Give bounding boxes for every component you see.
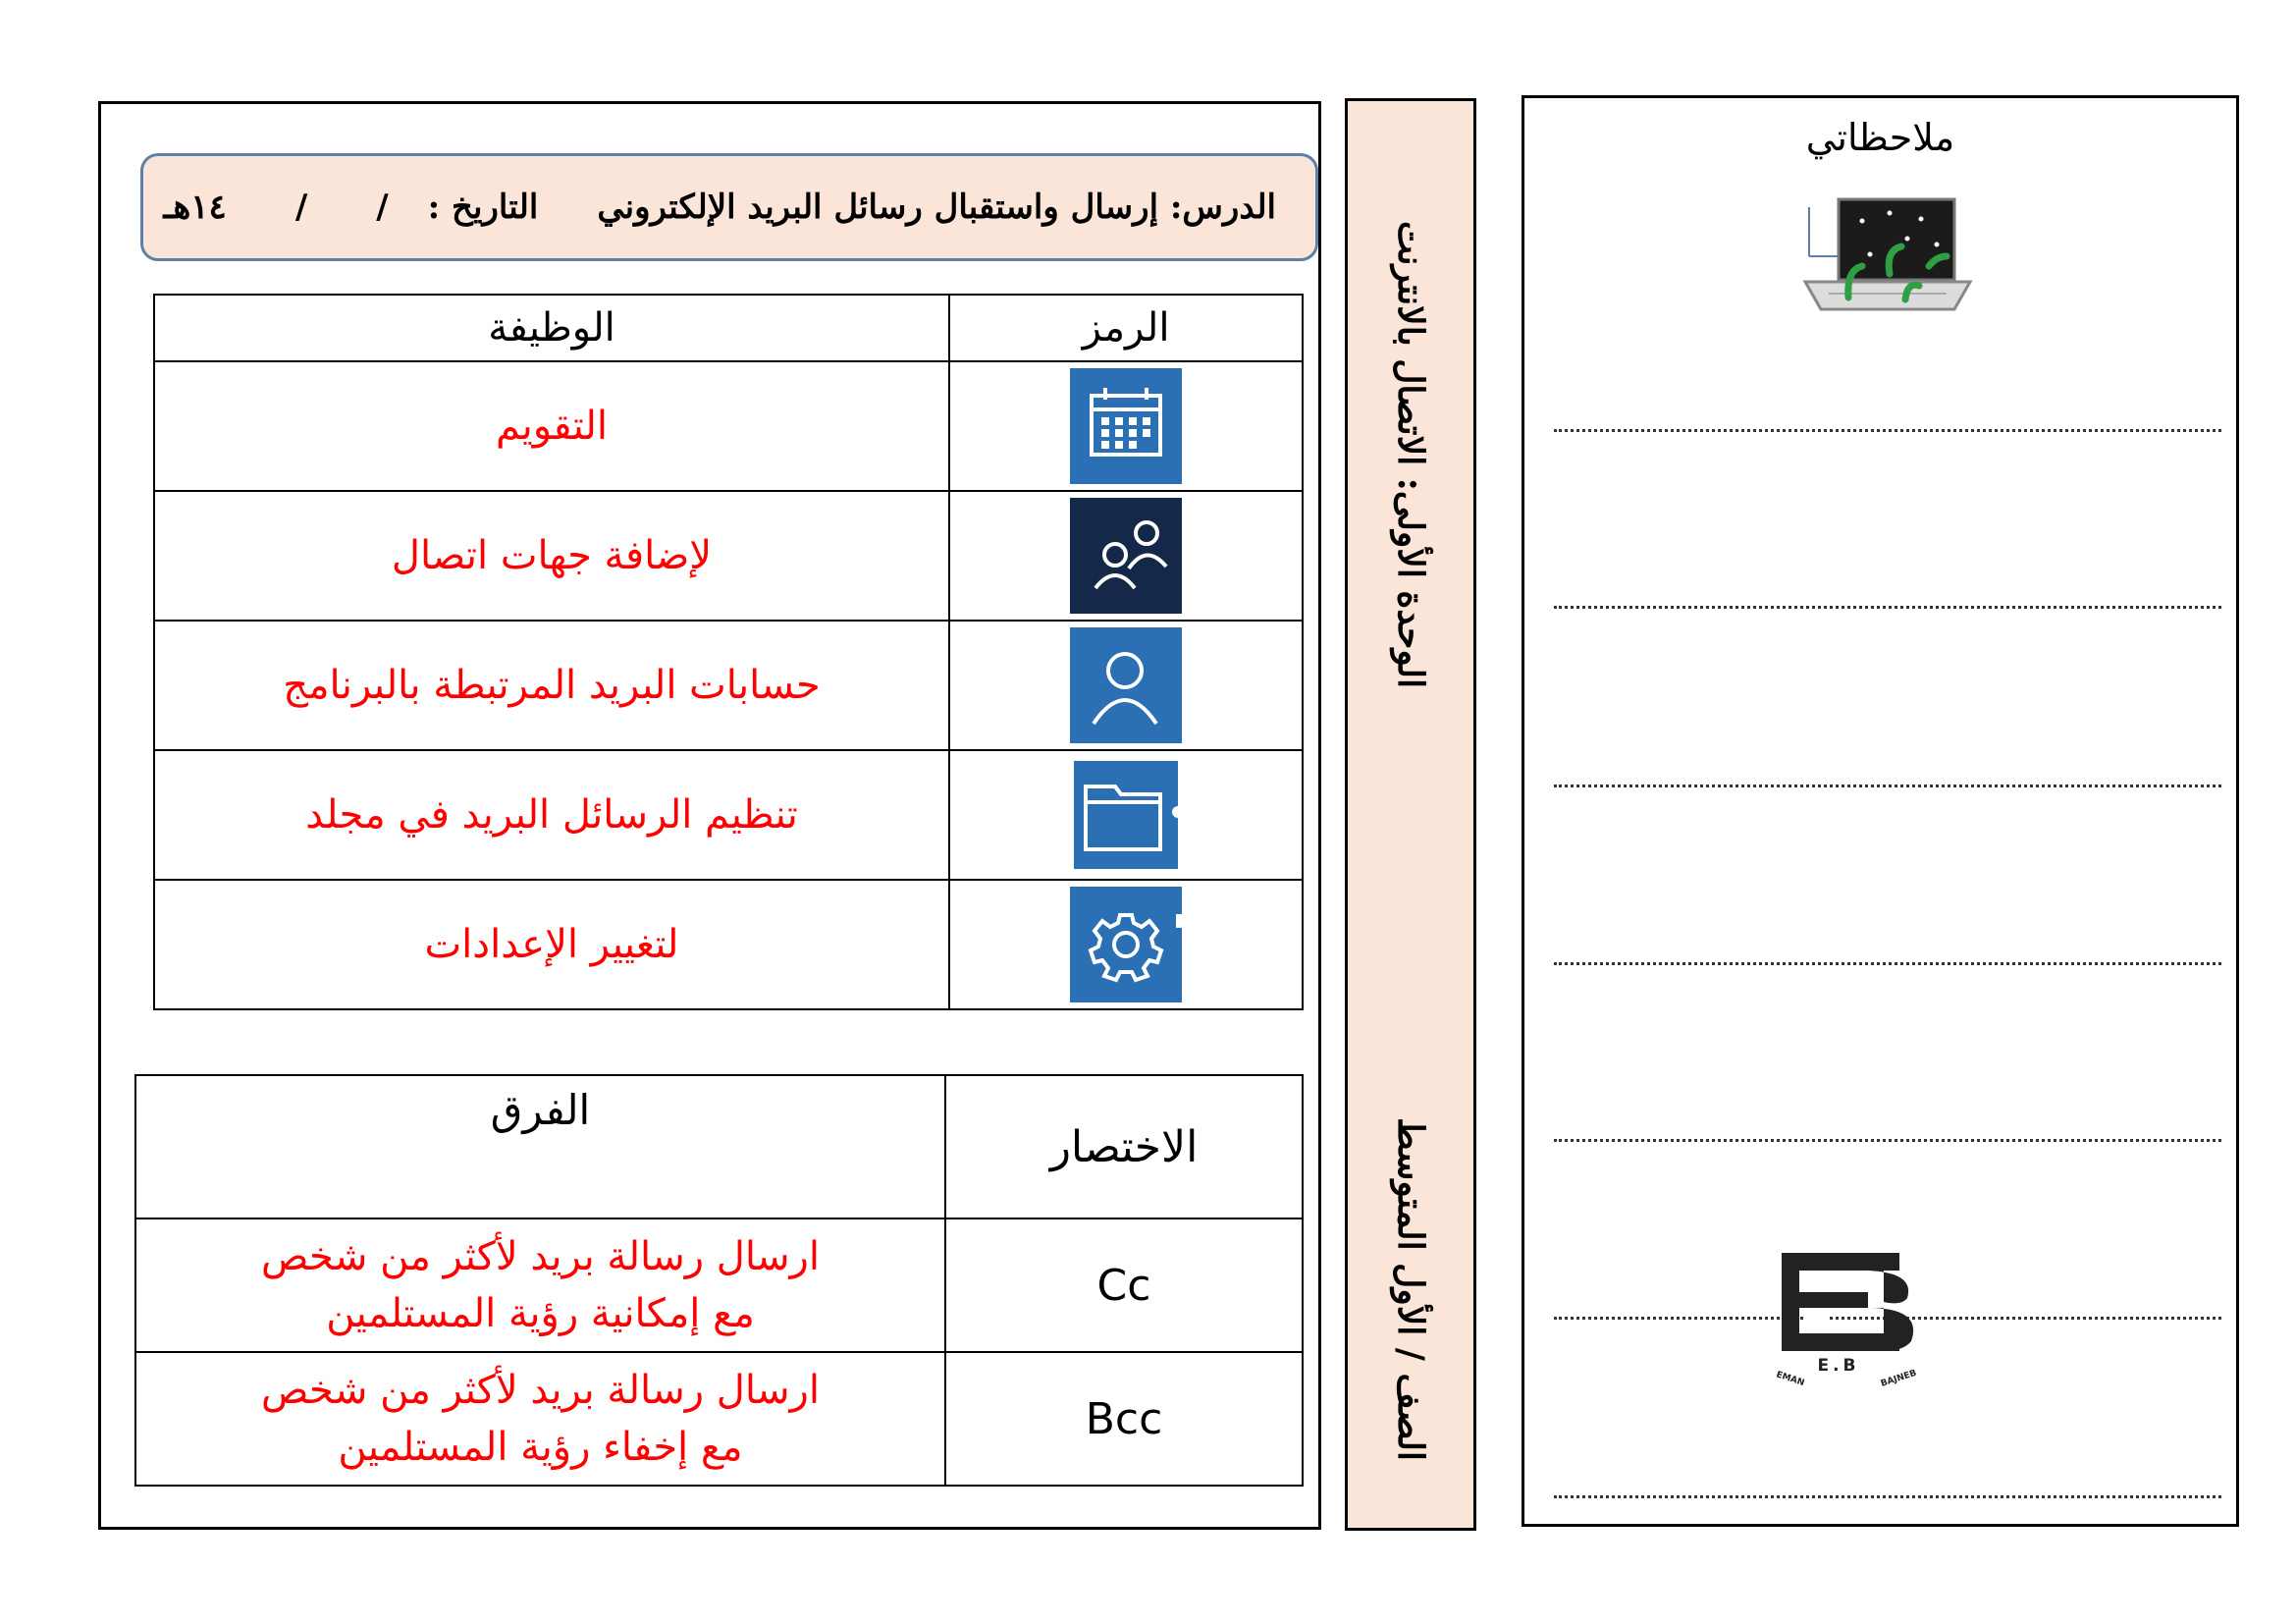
svg-text:BAJNEB: BAJNEB — [1879, 1368, 1918, 1389]
notes-title: ملاحظاتي — [1805, 116, 1955, 159]
table-row — [135, 1352, 1303, 1486]
table-row — [135, 1218, 1303, 1352]
note-line — [1554, 429, 2221, 432]
function-column-header: الوظيفة — [154, 295, 949, 361]
table-row — [154, 750, 1303, 880]
date-slots — [163, 188, 388, 227]
date-slot-year: ١٤هـ — [163, 188, 227, 227]
symbol-cell — [949, 880, 1303, 1009]
table-row — [154, 491, 1303, 621]
date-slot-month: / — [294, 188, 308, 227]
notes-panel — [1522, 95, 2239, 1527]
note-line — [1554, 785, 2221, 787]
shortcut-table — [134, 1074, 1304, 1487]
calendar-icon — [1070, 368, 1182, 484]
symbol-cell — [949, 491, 1303, 621]
symbol-cell — [949, 621, 1303, 750]
folder-icon — [1070, 757, 1182, 873]
function-cell: التقويم — [154, 361, 949, 491]
symbol-cell — [949, 750, 1303, 880]
laptop-icon — [1799, 191, 1976, 319]
table-row — [154, 621, 1303, 750]
difference-line-1: ارسال رسالة بريد لأكثر من شخص — [261, 1234, 820, 1279]
shortcut-cell: Cc — [945, 1218, 1303, 1352]
worksheet-panel — [98, 101, 1321, 1530]
shortcut-cell: Bcc — [945, 1352, 1303, 1486]
svg-text:EMAN: EMAN — [1775, 1370, 1806, 1389]
symbol-column-header: الرمز — [949, 295, 1303, 361]
symbols-table — [153, 294, 1304, 1010]
difference-line-1: ارسال رسالة بريد لأكثر من شخص — [261, 1368, 820, 1413]
table-header-row — [154, 295, 1303, 361]
function-cell: لإضافة جهات اتصال — [154, 491, 949, 621]
function-cell: تنظيم الرسائل البريد في مجلد — [154, 750, 949, 880]
contacts-icon — [1070, 498, 1182, 614]
shortcut-column-header: الاختصار — [945, 1075, 1303, 1218]
table-header-row — [135, 1075, 1303, 1218]
function-cell: حسابات البريد المرتبطة بالبرنامج — [154, 621, 949, 750]
note-line — [1554, 962, 2221, 965]
lesson-header — [140, 153, 1318, 261]
date-slot-day: / — [376, 188, 389, 227]
unit-title: الوحدة الأولى: الاتصال بالانترنت — [1390, 221, 1431, 688]
function-cell: لتغيير الإعدادات — [154, 880, 949, 1009]
difference-cell — [135, 1218, 945, 1352]
table-row — [154, 361, 1303, 491]
note-line — [1554, 1139, 2221, 1142]
svg-text:E.B: E.B — [1817, 1356, 1860, 1376]
gear-icon — [1070, 887, 1182, 1002]
difference-line-2: مع إمكانية رؤية المستلمين — [326, 1291, 755, 1336]
account-icon — [1070, 627, 1182, 743]
lesson-title: الدرس: إرسال واستقبال رسائل البريد الإلكتروني — [597, 188, 1276, 227]
date-label: التاريخ : — [427, 188, 539, 227]
grade-label: الصف / الأول المتوسط — [1390, 1117, 1431, 1461]
symbol-cell — [949, 361, 1303, 491]
note-line — [1554, 1495, 2221, 1498]
note-line — [1554, 606, 2221, 609]
eb-logo — [1770, 1247, 1937, 1394]
table-row — [154, 880, 1303, 1009]
difference-column-header: الفرق — [135, 1075, 945, 1218]
difference-cell — [135, 1352, 945, 1486]
difference-line-2: مع إخفاء رؤية المستلمين — [338, 1425, 743, 1470]
unit-band — [1345, 98, 1476, 1531]
